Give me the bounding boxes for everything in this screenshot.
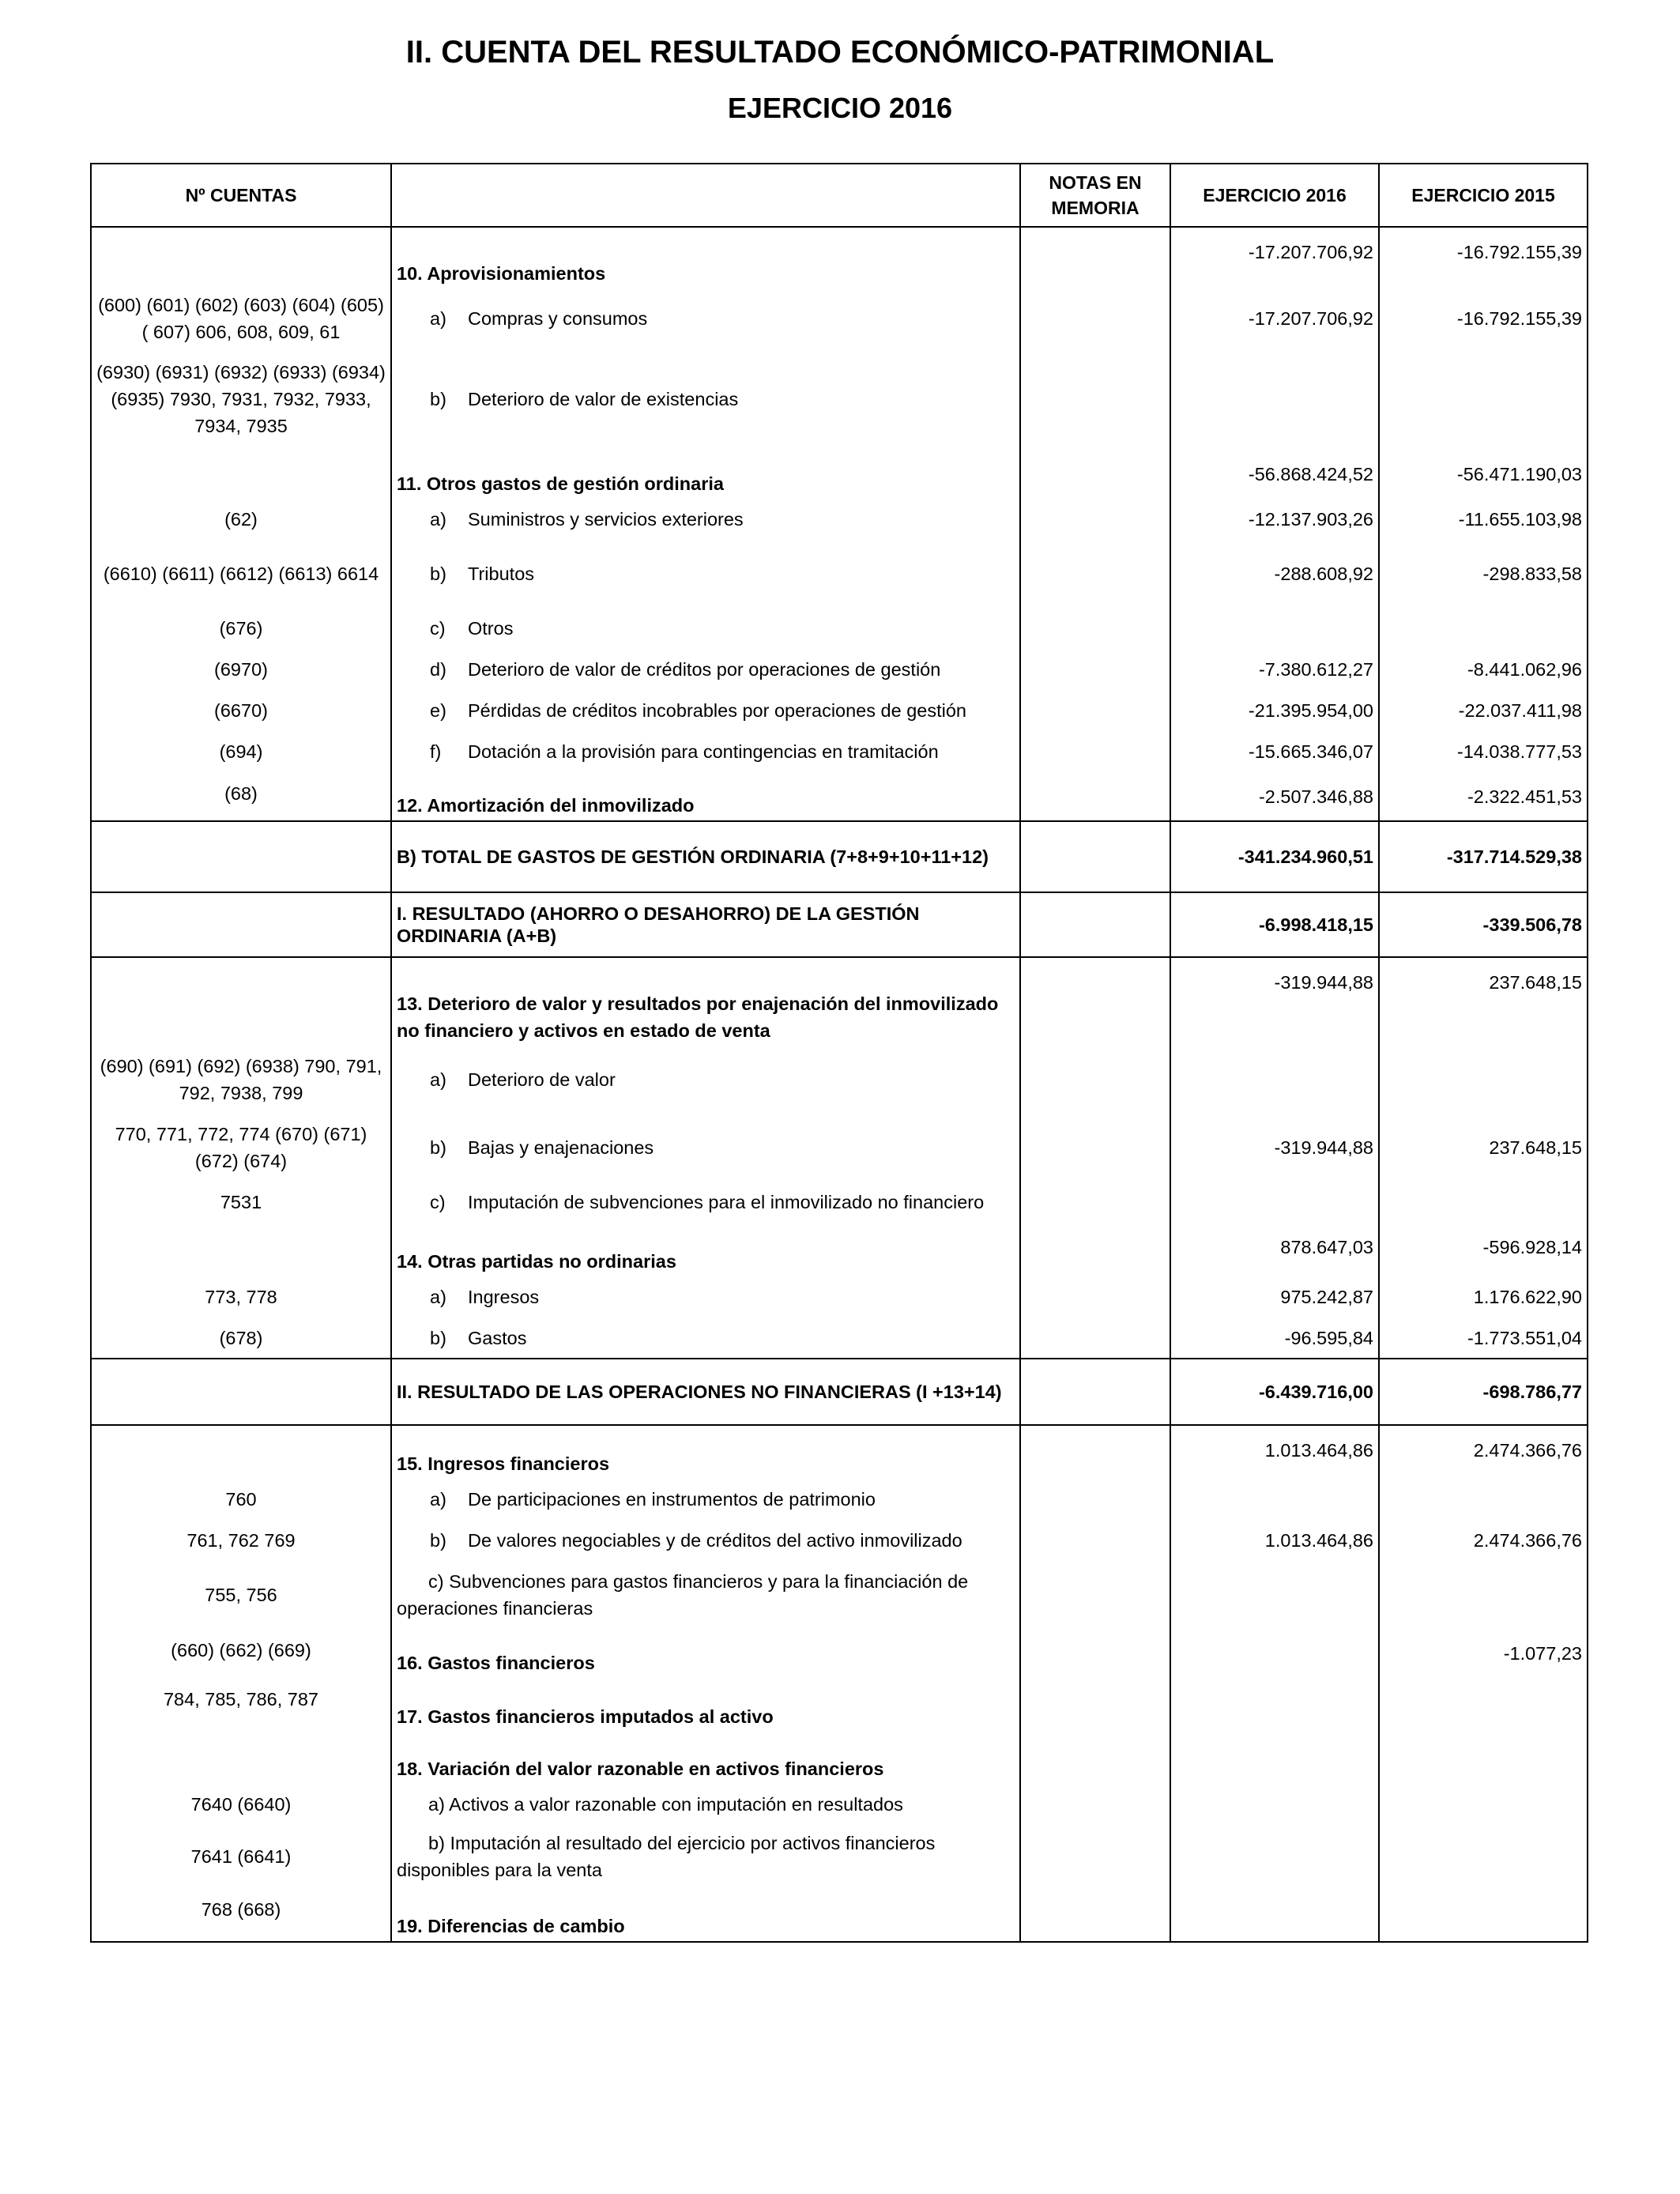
table-row <box>91 1318 1588 1359</box>
table-row-total <box>91 1359 1588 1425</box>
cell-year-2015: -1.077,23 <box>1379 1629 1588 1678</box>
cell-year-2016 <box>1170 1825 1379 1888</box>
cell-accounts <box>91 1359 391 1425</box>
cell-notes <box>1020 772 1170 821</box>
item-text: Subvenciones para gastos financieros y para la financiación de operaciones financieras <box>397 1571 969 1619</box>
item-text: Tributos <box>468 564 535 584</box>
cell-notes <box>1020 1825 1170 1888</box>
item-letter: a) <box>430 509 446 530</box>
cell-accounts <box>91 892 391 957</box>
item-letter: c) <box>428 1571 444 1592</box>
cell-description <box>391 1520 1020 1561</box>
cell-notes <box>1020 608 1170 649</box>
cell-notes <box>1020 1784 1170 1825</box>
table-row <box>91 957 1588 1046</box>
cell-year-2016: -12.137.903,26 <box>1170 499 1379 540</box>
table-row <box>91 227 1588 288</box>
item-text: Deterioro de valor de créditos por operaciones de gestión <box>468 659 941 680</box>
cell-accounts: 773, 778 <box>91 1276 391 1318</box>
cell-accounts: (694) <box>91 731 391 772</box>
col-header-notes: NOTAS EN MEMORIA <box>1020 164 1170 227</box>
item-letter: a) <box>430 308 446 329</box>
table-row <box>91 690 1588 731</box>
cell-year-2016 <box>1170 1479 1379 1520</box>
cell-notes <box>1020 1888 1170 1942</box>
cell-year-2016: -7.380.612,27 <box>1170 649 1379 690</box>
cell-notes <box>1020 1520 1170 1561</box>
item-letter: b) <box>430 389 446 409</box>
cell-year-2016 <box>1170 1888 1379 1942</box>
cell-accounts: 755, 756 <box>91 1561 391 1629</box>
table-row <box>91 1629 1588 1678</box>
cell-description: 14. Otras partidas no ordinarias <box>391 1223 1020 1276</box>
item-letter: a) <box>430 1069 446 1090</box>
cell-notes <box>1020 288 1170 349</box>
cell-year-2016 <box>1170 349 1379 450</box>
item-letter: c) <box>430 1192 446 1212</box>
cell-accounts: (660) (662) (669) <box>91 1629 391 1678</box>
cell-year-2016 <box>1170 1732 1379 1784</box>
item-text: Pérdidas de créditos incobrables por operaciones de gestión <box>468 700 966 721</box>
cell-year-2015: -298.833,58 <box>1379 540 1588 608</box>
col-header-year-2015: EJERCICIO 2015 <box>1379 164 1588 227</box>
cell-year-2015: -11.655.103,98 <box>1379 499 1588 540</box>
cell-notes <box>1020 1182 1170 1223</box>
cell-description <box>391 540 1020 608</box>
cell-accounts: (62) <box>91 499 391 540</box>
cell-year-2015: -1.773.551,04 <box>1379 1318 1588 1359</box>
cell-accounts: (690) (691) (692) (6938) 790, 791, 792, 7938, 799 <box>91 1046 391 1114</box>
item-letter: e) <box>430 700 446 721</box>
cell-description: I. RESULTADO (AHORRO O DESAHORRO) DE LA GESTIÓN ORDINARIA (A+B) <box>391 892 1020 957</box>
cell-notes <box>1020 1732 1170 1784</box>
item-letter: b) <box>430 1137 446 1158</box>
cell-year-2015 <box>1379 1182 1588 1223</box>
cell-accounts: 7641 (6641) <box>91 1825 391 1888</box>
cell-accounts: (68) <box>91 772 391 821</box>
cell-accounts: (6610) (6611) (6612) (6613) 6614 <box>91 540 391 608</box>
cell-year-2016 <box>1170 1046 1379 1114</box>
item-text: Gastos <box>468 1327 527 1348</box>
cell-accounts: (678) <box>91 1318 391 1359</box>
cell-year-2015: 237.648,15 <box>1379 957 1588 1046</box>
cell-accounts: (6670) <box>91 690 391 731</box>
cell-accounts <box>91 450 391 499</box>
cell-year-2015 <box>1379 1784 1588 1825</box>
cell-year-2016: 1.013.464,86 <box>1170 1425 1379 1479</box>
cell-year-2015: -317.714.529,38 <box>1379 821 1588 892</box>
cell-notes <box>1020 1046 1170 1114</box>
cell-notes <box>1020 227 1170 288</box>
item-letter: a) <box>428 1794 445 1815</box>
cell-year-2015 <box>1379 1678 1588 1732</box>
cell-notes <box>1020 1276 1170 1318</box>
cell-notes <box>1020 540 1170 608</box>
cell-notes <box>1020 499 1170 540</box>
table-row <box>91 1223 1588 1276</box>
cell-year-2015: -16.792.155,39 <box>1379 227 1588 288</box>
cell-year-2016: 878.647,03 <box>1170 1223 1379 1276</box>
cell-year-2015: 2.474.366,76 <box>1379 1520 1588 1561</box>
cell-notes <box>1020 690 1170 731</box>
item-text: Activos a valor razonable con imputación en resultados <box>449 1794 903 1815</box>
cell-notes <box>1020 821 1170 892</box>
cell-year-2016: -96.595,84 <box>1170 1318 1379 1359</box>
col-header-accounts: Nº CUENTAS <box>91 164 391 227</box>
cell-accounts <box>91 821 391 892</box>
cell-description <box>391 1561 1020 1629</box>
cell-description <box>391 1276 1020 1318</box>
cell-year-2015 <box>1379 1046 1588 1114</box>
cell-accounts <box>91 1223 391 1276</box>
cell-year-2016: 1.013.464,86 <box>1170 1520 1379 1561</box>
item-text: Imputación al resultado del ejercicio por activos financieros disponibles para la venta <box>397 1833 936 1880</box>
cell-year-2016: -341.234.960,51 <box>1170 821 1379 892</box>
cell-description <box>391 1046 1020 1114</box>
cell-notes <box>1020 731 1170 772</box>
cell-notes <box>1020 1479 1170 1520</box>
cell-year-2016: -2.507.346,88 <box>1170 772 1379 821</box>
cell-accounts: 761, 762 769 <box>91 1520 391 1561</box>
cell-year-2016: -288.608,92 <box>1170 540 1379 608</box>
cell-description <box>391 608 1020 649</box>
page-subtitle: EJERCICIO 2016 <box>727 92 953 124</box>
col-header-year-2016: EJERCICIO 2016 <box>1170 164 1379 227</box>
table-row <box>91 1479 1588 1520</box>
cell-description: 13. Deterioro de valor y resultados por enajenación del inmovilizado no financiero y activos en estado de venta <box>391 957 1020 1046</box>
cell-description <box>391 731 1020 772</box>
cell-notes <box>1020 1425 1170 1479</box>
cell-accounts <box>91 1732 391 1784</box>
table-row <box>91 772 1588 821</box>
item-text: Deterioro de valor <box>468 1069 616 1090</box>
cell-year-2015 <box>1379 1732 1588 1784</box>
cell-description: 12. Amortización del inmovilizado <box>391 772 1020 821</box>
cell-year-2016: -17.207.706,92 <box>1170 288 1379 349</box>
item-text: Imputación de subvenciones para el inmovilizado no financiero <box>468 1192 985 1212</box>
table-row <box>91 1114 1588 1182</box>
cell-accounts <box>91 227 391 288</box>
table-row <box>91 649 1588 690</box>
cell-description <box>391 1784 1020 1825</box>
cell-year-2015 <box>1379 349 1588 450</box>
cell-year-2015: -596.928,14 <box>1379 1223 1588 1276</box>
table-row <box>91 1425 1588 1479</box>
cell-year-2015 <box>1379 608 1588 649</box>
cell-year-2015: -2.322.451,53 <box>1379 772 1588 821</box>
cell-description <box>391 349 1020 450</box>
cell-description: II. RESULTADO DE LAS OPERACIONES NO FINANCIERAS (I +13+14) <box>391 1359 1020 1425</box>
table-header-row <box>91 164 1588 227</box>
cell-year-2016 <box>1170 1678 1379 1732</box>
item-letter: a) <box>430 1489 446 1510</box>
item-letter: c) <box>430 618 446 639</box>
cell-year-2015: -22.037.411,98 <box>1379 690 1588 731</box>
cell-description <box>391 1479 1020 1520</box>
cell-year-2015: -14.038.777,53 <box>1379 731 1588 772</box>
cell-year-2016: -6.439.716,00 <box>1170 1359 1379 1425</box>
cell-description: 19. Diferencias de cambio <box>391 1888 1020 1942</box>
item-text: Deterioro de valor de existencias <box>468 389 739 409</box>
cell-year-2015: -56.471.190,03 <box>1379 450 1588 499</box>
cell-year-2015: -339.506,78 <box>1379 892 1588 957</box>
table-row <box>91 1276 1588 1318</box>
cell-year-2016: 975.242,87 <box>1170 1276 1379 1318</box>
cell-year-2016: -319.944,88 <box>1170 1114 1379 1182</box>
cell-year-2016 <box>1170 1182 1379 1223</box>
cell-notes <box>1020 892 1170 957</box>
cell-notes <box>1020 1629 1170 1678</box>
cell-accounts <box>91 1425 391 1479</box>
table-row <box>91 288 1588 349</box>
cell-year-2015: -8.441.062,96 <box>1379 649 1588 690</box>
table-row <box>91 1561 1588 1629</box>
cell-notes <box>1020 450 1170 499</box>
table-row <box>91 349 1588 450</box>
cell-notes <box>1020 957 1170 1046</box>
cell-notes <box>1020 1318 1170 1359</box>
item-text: Dotación a la provisión para contingencias en tramitación <box>468 741 939 762</box>
table-row <box>91 1732 1588 1784</box>
cell-description: 18. Variación del valor razonable en activos financieros <box>391 1732 1020 1784</box>
cell-year-2015 <box>1379 1561 1588 1629</box>
cell-year-2016 <box>1170 1561 1379 1629</box>
table-row-total <box>91 892 1588 957</box>
item-text: De participaciones en instrumentos de patrimonio <box>468 1489 876 1510</box>
cell-notes <box>1020 1114 1170 1182</box>
item-text: Otros <box>468 618 514 639</box>
table-row <box>91 540 1588 608</box>
results-table <box>90 163 1588 1943</box>
cell-year-2015 <box>1379 1888 1588 1942</box>
cell-notes <box>1020 1359 1170 1425</box>
cell-year-2015: 237.648,15 <box>1379 1114 1588 1182</box>
item-letter: f) <box>430 741 442 762</box>
cell-year-2016: -21.395.954,00 <box>1170 690 1379 731</box>
cell-accounts: 784, 785, 786, 787 <box>91 1678 391 1732</box>
cell-year-2015: -16.792.155,39 <box>1379 288 1588 349</box>
cell-notes <box>1020 1561 1170 1629</box>
cell-accounts: (600) (601) (602) (603) (604) (605) ( 607) 606, 608, 609, 61 <box>91 288 391 349</box>
table-row <box>91 1520 1588 1561</box>
item-text: Suministros y servicios exteriores <box>468 509 744 530</box>
item-letter: d) <box>430 659 446 680</box>
cell-accounts: (6930) (6931) (6932) (6933) (6934) (6935) 7930, 7931, 7932, 7933, 7934, 7935 <box>91 349 391 450</box>
cell-description <box>391 288 1020 349</box>
table-row <box>91 1825 1588 1888</box>
table-row <box>91 1888 1588 1942</box>
table-row <box>91 450 1588 499</box>
cell-notes <box>1020 349 1170 450</box>
cell-description: 16. Gastos financieros <box>391 1629 1020 1678</box>
cell-notes <box>1020 1678 1170 1732</box>
item-letter: b) <box>430 564 446 584</box>
cell-accounts: (6970) <box>91 649 391 690</box>
cell-description <box>391 1318 1020 1359</box>
table-row <box>91 731 1588 772</box>
cell-description <box>391 1182 1020 1223</box>
item-text: Ingresos <box>468 1287 540 1307</box>
cell-accounts: 7640 (6640) <box>91 1784 391 1825</box>
cell-year-2016: -17.207.706,92 <box>1170 227 1379 288</box>
cell-accounts <box>91 957 391 1046</box>
cell-description: 11. Otros gastos de gestión ordinaria <box>391 450 1020 499</box>
table-row <box>91 1046 1588 1114</box>
cell-description: B) TOTAL DE GASTOS DE GESTIÓN ORDINARIA (7+8+9+10+11+12) <box>391 821 1020 892</box>
cell-year-2016: -15.665.346,07 <box>1170 731 1379 772</box>
item-text: De valores negociables y de créditos del activo inmovilizado <box>468 1530 962 1551</box>
cell-description: 10. Aprovisionamientos <box>391 227 1020 288</box>
cell-year-2016 <box>1170 1784 1379 1825</box>
item-letter: a) <box>430 1287 446 1307</box>
cell-notes <box>1020 1223 1170 1276</box>
item-text: Compras y consumos <box>468 308 648 329</box>
cell-year-2015 <box>1379 1479 1588 1520</box>
cell-description: 17. Gastos financieros imputados al activo <box>391 1678 1020 1732</box>
cell-year-2016 <box>1170 608 1379 649</box>
cell-description <box>391 649 1020 690</box>
cell-description <box>391 1114 1020 1182</box>
cell-accounts: (676) <box>91 608 391 649</box>
table-row <box>91 499 1588 540</box>
cell-accounts: 760 <box>91 1479 391 1520</box>
cell-year-2015: -698.786,77 <box>1379 1359 1588 1425</box>
table-row <box>91 1678 1588 1732</box>
cell-accounts: 770, 771, 772, 774 (670) (671) (672) (674) <box>91 1114 391 1182</box>
cell-accounts: 7531 <box>91 1182 391 1223</box>
cell-description: 15. Ingresos financieros <box>391 1425 1020 1479</box>
cell-notes <box>1020 649 1170 690</box>
col-header-description <box>391 164 1020 227</box>
cell-accounts: 768 (668) <box>91 1888 391 1942</box>
cell-year-2015: 1.176.622,90 <box>1379 1276 1588 1318</box>
cell-year-2016: -319.944,88 <box>1170 957 1379 1046</box>
cell-year-2016 <box>1170 1629 1379 1678</box>
table-row <box>91 1182 1588 1223</box>
table-row <box>91 608 1588 649</box>
cell-description <box>391 690 1020 731</box>
item-letter: b) <box>430 1327 446 1348</box>
cell-description <box>391 1825 1020 1888</box>
cell-year-2016: -56.868.424,52 <box>1170 450 1379 499</box>
table-row <box>91 1784 1588 1825</box>
item-text: Bajas y enajenaciones <box>468 1137 654 1158</box>
table-row-total <box>91 821 1588 892</box>
page-title: II. CUENTA DEL RESULTADO ECONÓMICO-PATRIMONIAL <box>405 35 1275 70</box>
cell-year-2015 <box>1379 1825 1588 1888</box>
item-letter: b) <box>428 1833 445 1853</box>
cell-year-2016: -6.998.418,15 <box>1170 892 1379 957</box>
item-letter: b) <box>430 1530 446 1551</box>
cell-description <box>391 499 1020 540</box>
cell-year-2015: 2.474.366,76 <box>1379 1425 1588 1479</box>
